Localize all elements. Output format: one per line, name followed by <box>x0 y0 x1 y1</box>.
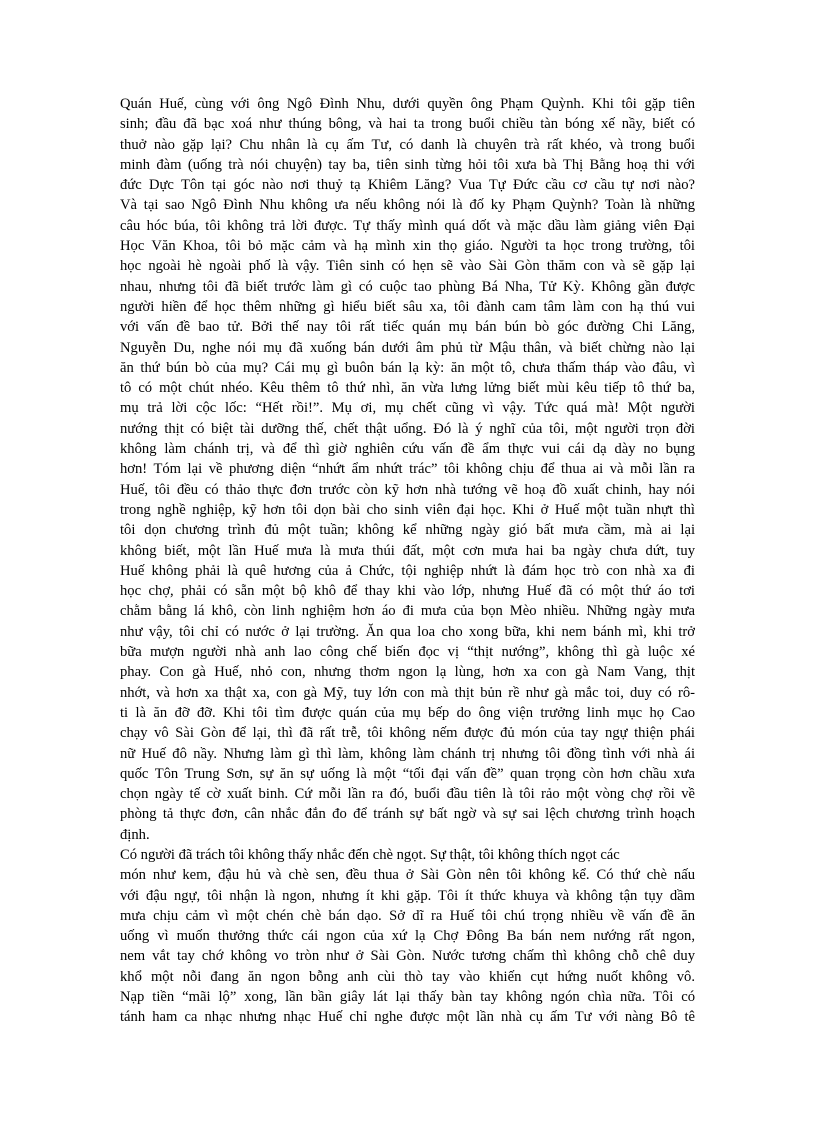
text-line: không làm chánh trị, và để thì giờ nghiên cứu vấn đề ẩm thực vui cái dạ dày no bụng <box>120 441 695 458</box>
text-line: nữ Huế đô nầy. Nhưng làm gì thì làm, không làm chánh trị nhưng tôi đồng tình với nhà ái <box>120 745 695 762</box>
text-line: mụ trả lời cộc lốc: “Hết rồi!”. Mụ ơi, mụ chết cũng vì vậy. Tức quá mà! Một người <box>120 400 695 417</box>
text-line: Học Văn Khoa, tôi bỏ mặc cảm và hạ mình xin thọ giáo. Người ta học trong trường, tôi <box>120 238 695 255</box>
text-line: câu hóc búa, tôi không trả lời được. Tự thấy mình quá dốt và mặc dầu làm giảng viên Đại <box>120 217 695 234</box>
text-line: trong nghề nghiệp, kỹ hơn tôi dọn bài cho sinh viên đại học. Khi ở Huế một tuần nhựt thì <box>120 501 695 518</box>
text-line: sinh; đầu đã bạc xoá như thúng bông, và hai ta trong buổi chiều tàn bóng xế nầy, biết có <box>120 116 695 133</box>
text-line: chọn ngày tế cờ xuất binh. Cứ mỗi lần ra đó, buổi đầu tiên là tôi rảo một vòng chợ rồi về <box>120 786 695 803</box>
text-line: nướng thịt có biệt tài dưỡng thế, chết thật uổng. Đó là ý nghĩ của tôi, một người trọn đời <box>120 420 695 437</box>
text-line: chạy vô Sài Gòn để lại, thì đã rất trễ, tôi không nếm được đủ món của tay ngự thiện phái <box>120 725 695 742</box>
text-line: như vậy, tôi chỉ có nước ở lại trường. Ăn qua loa cho xong bữa, khi nem bánh mì, khi trở <box>120 623 695 640</box>
text-line: bữa mượn người nhà anh lao công chế biến đọc vị “thịt nướng”, không thì gà luộc xé <box>120 644 695 661</box>
text-line: nhau, nhưng tôi đã biết trước làm gì có cuộc tao phùng Bá Nha, Tử Kỳ. Không gần được <box>120 278 695 295</box>
text-line: mưa chịu cảm vì một chén chè bán dạo. Sở dĩ ra Huế tôi chú trọng nhiều về vấn đề ăn <box>120 907 695 924</box>
text-line: tánh ham ca nhạc nhưng nhạc Huế chỉ nghe được một lần nhà cụ ấm Tư với nàng Bô tê <box>120 1009 695 1026</box>
text-line: tôi dọn chương trình đủ một tuần; không kể những ngày gió bất mưa cầm, mà ai lại <box>120 522 695 539</box>
text-line: ăn thứ bún bò của mụ? Cái mụ gì buôn bán lạ kỳ: ăn một tô, chưa thấm tháp vào đâu, vì <box>120 359 695 376</box>
text-line: minh đàm (uống trà nói chuyện) tay ba, tiên sinh từng hỏi tôi xưa bà Thị Bằng hoạ thi với <box>120 156 695 173</box>
text-line: nem vắt tay chớ không vo tròn như ở Sài Gòn. Nước tương chấm thì không chỗ chê duy <box>120 948 695 965</box>
text-line: Nạp tiền “mãi lộ” xong, lần bần giây lát lại thấy bàn tay không ngón chìa nữa. Tôi có <box>120 989 695 1006</box>
text-line: quốc Tôn Trung Sơn, sự ăn sự uống là một “tối đại vấn đề” quan trọng còn hơn chầu xưa <box>120 765 695 782</box>
text-line: Huế, tôi đều có thảo thực đơn trước còn kỹ hơn nhà tướng vẽ hoạ đồ xuất chinh, hay nói <box>120 481 695 498</box>
text-line: với đậu ngự, tôi nhận là ngon, nhưng ít khi gặp. Tôi ít thức khuya và không tận tụy dầm <box>120 887 695 904</box>
text-line: thuở nào gặp lại? Chu nhân là cụ ấm Tư, có danh là chuyên trà rất khéo, và trong buổi <box>120 136 695 153</box>
text-line: Có người đã trách tôi không thấy nhắc đến chè ngọt. Sự thật, tôi không thích ngọt các <box>120 846 620 863</box>
text-line: người hiền để học thêm những gì hiểu biết sâu xa, tôi đành cam tâm làm con hạ thú vui <box>120 298 695 315</box>
body-text <box>120 94 695 1028</box>
text-line: học ngoài hè ngoài phố là vậy. Tiên sinh có hẹn sẽ vào Sài Gòn thăm con và sẽ gặp lại <box>120 258 695 275</box>
text-line: phòng tả thực đơn, cân nhắc đắn đo để tránh sự bất ngờ và sự sai lệch chương trình hoạch <box>120 806 695 823</box>
text-line: khổ một nỗi đang ăn ngon bỗng anh cùi thò tay vào khiến cụt hứng nuốt không vô. <box>120 968 695 985</box>
text-line: Quán Huế, cùng với ông Ngô Đình Nhu, dưới quyền ông Phạm Quỳnh. Khi tôi gặp tiên <box>120 96 695 112</box>
text-line: món như kem, đậu hủ và chè sen, đều thua ở Sài Gòn nên tôi không kể. Có thứ chè nấu <box>120 867 695 884</box>
text-line: với vấn đề bao tử. Bởi thế nay tôi rất tiếc quán mụ bán bún bò góc đường Chi Lăng, <box>120 319 695 336</box>
text-line: ti là ăn đỡ đỡ. Khi tôi tìm được quán của mụ bếp do ông viện trưởng linh mục họ Cao <box>120 704 695 721</box>
text-line: đức Dực Tôn tại góc nào nơi thuỷ tạ Khiêm Lăng? Vua Tự Đức cầu cơ cầu tự nơi nào? <box>120 177 695 194</box>
text-line: Huế không phải là quê hương của ả Chức, tội nghiệp nhứt là đám học trò con nhà xa đi <box>120 562 695 579</box>
text-line: phay. Con gà Huế, nhỏ con, nhưng thơm ngon lạ lùng, hơn xa con gà Nam Vang, thịt <box>120 664 695 681</box>
text-line: tô có một chút nhéo. Kêu thêm tô thứ nhì, ăn vừa lưng lửng biết mùi kêu tiếp tô thứ ba, <box>120 380 695 397</box>
text-line: định. <box>120 826 150 843</box>
text-line: Và tại sao Ngô Đình Nhu không ưa nếu không nói là đố ky Phạm Quỳnh? Toàn là những <box>120 197 695 214</box>
text-line: học chợ, phải có sẵn một bộ khô để thay khi vào lớp, nhưng Huế đã có một thứ áo tơi <box>120 583 695 600</box>
text-line: nhớt, và hơn xa thật xa, con gà Mỹ, tuy lớn con mà thịt bủn rề như gà mắc toi, duy có rô- <box>120 684 695 701</box>
text-line: chằm bằng lá khô, còn linh nghiệm hơn áo đi mưa của bọn Mèo nhiều. Những ngày mưa <box>120 603 695 620</box>
text-line: Nguyễn Du, nghe nói mụ đã xuống bán dưới âm phủ từ Mậu thân, và biết chừng nào lại <box>120 339 695 356</box>
text-line: hơn! Tóm lại về phương diện “nhứt ẩm nhứt trác” tôi không chịu để thua ai và mỗi lần ra <box>120 461 695 478</box>
text-line: uống vì muốn thưởng thức cái ngon của xứ lạ Chợ Đông Ba bán nem nướng rất ngon, <box>120 928 695 945</box>
text-line: không biết, một lần Huế mưa là mưa thúi đất, một cơn mưa hai ba ngày chưa dứt, tuy <box>120 542 695 559</box>
